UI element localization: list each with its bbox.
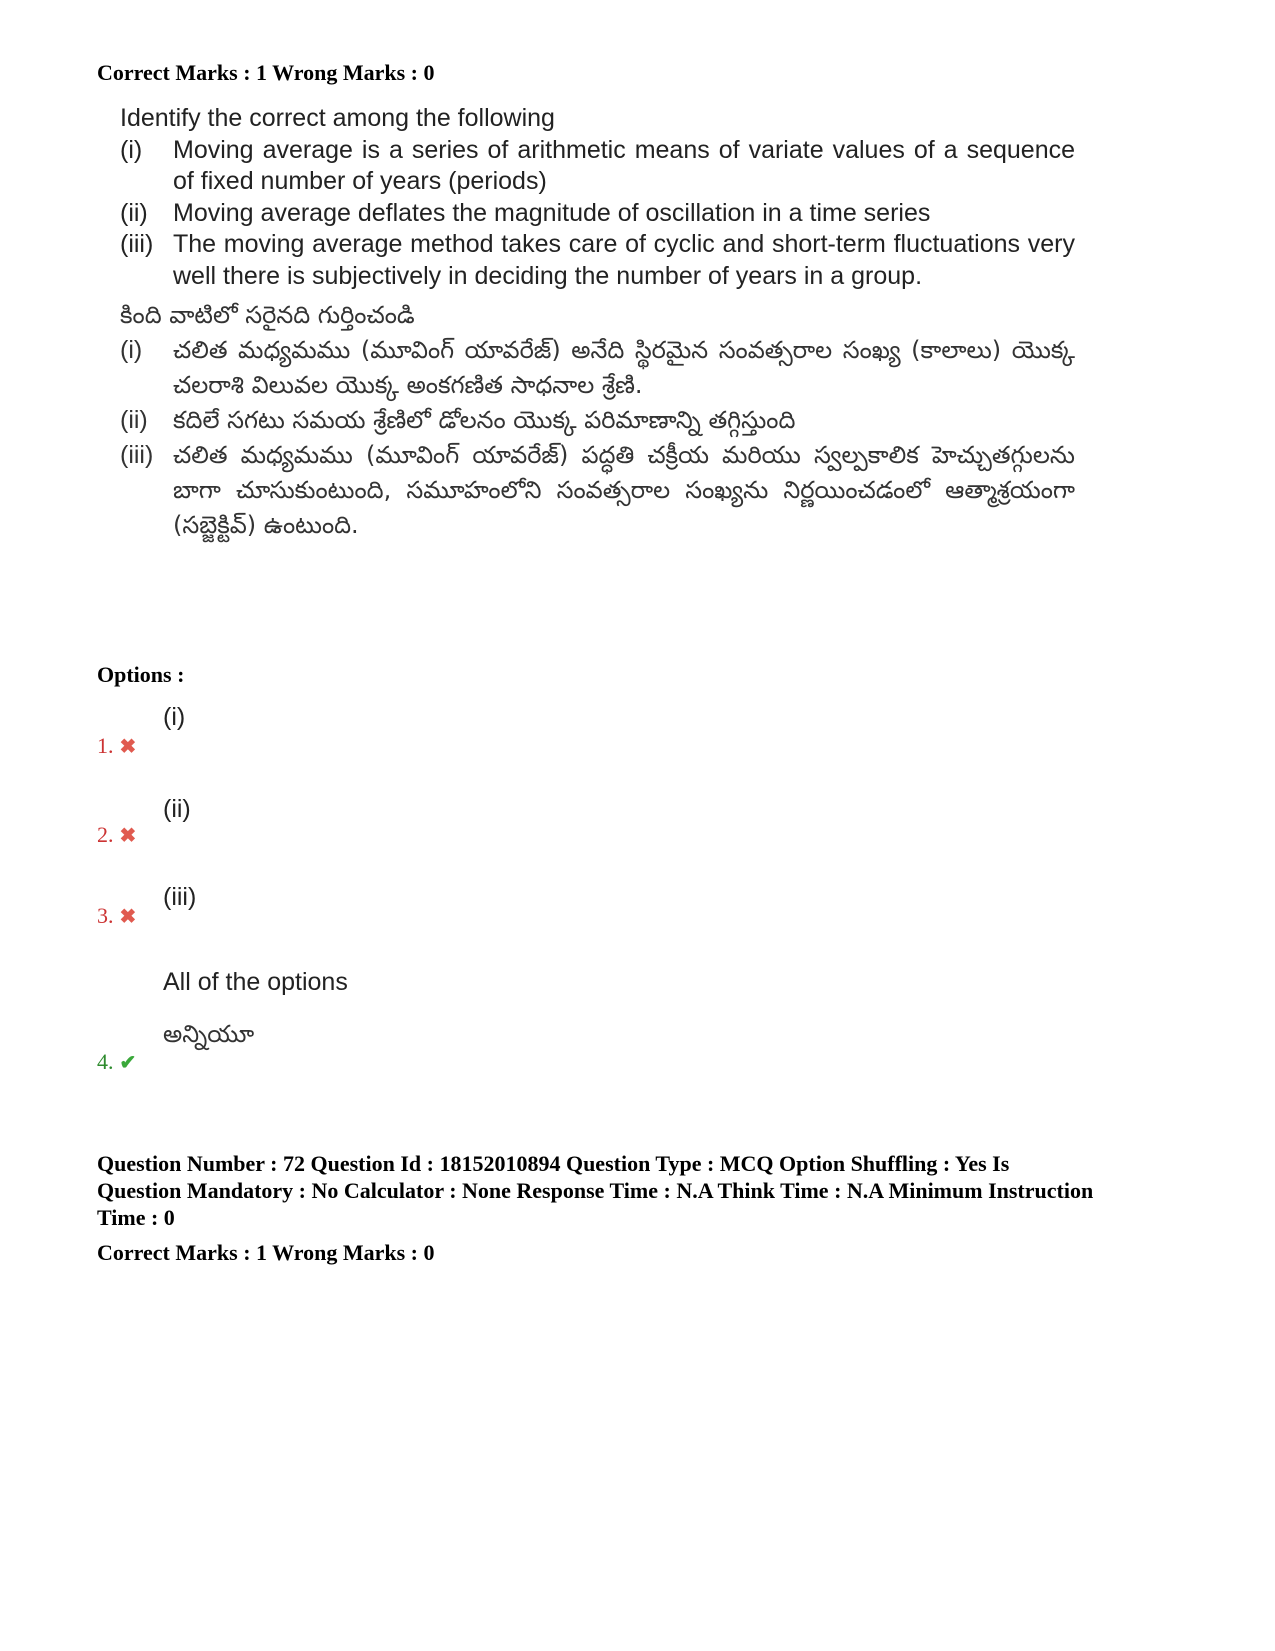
statement-number: (i) bbox=[120, 135, 143, 164]
cross-icon: ✖ bbox=[119, 736, 137, 758]
statement-number: (ii) bbox=[120, 198, 148, 227]
statement-item bbox=[120, 135, 1075, 198]
cross-icon: ✖ bbox=[119, 906, 137, 928]
option-3[interactable] bbox=[97, 903, 136, 929]
marks-header: Correct Marks : 1 Wrong Marks : 0 bbox=[97, 60, 435, 85]
next-question-meta bbox=[97, 1150, 1097, 1266]
statement-number: (ii) bbox=[120, 406, 148, 434]
statement-item bbox=[120, 229, 1075, 292]
option-1[interactable] bbox=[97, 733, 136, 759]
statement-number: (iii) bbox=[120, 230, 154, 258]
option-number: 4. bbox=[97, 1049, 114, 1074]
statement-text-te: చలిత మధ్యమము (మూవింగ్ యావరేజ్) అనేది స్థిరమైన సంవత్సరాల సంఖ్య (కాలాలు) యొక్క చలరాశి విలువల యొక్క అంకగణిత సాధనాల శ్రేణి. bbox=[173, 336, 1075, 399]
option-4[interactable] bbox=[97, 1049, 136, 1075]
statement-text-te: కదిలే సగటు సమయ శ్రేణిలో డోలనం యొక్క పరిమాణాన్ని తగ్గిస్తుంది bbox=[173, 406, 796, 434]
option-number: 1. bbox=[97, 733, 114, 758]
statement-item-te bbox=[120, 333, 1075, 403]
statement-number: (iii) bbox=[120, 441, 154, 469]
statement-number: (i) bbox=[120, 336, 143, 364]
statement-item-te bbox=[120, 438, 1075, 543]
statement-text: Moving average deflates the magnitude of oscillation in a time series bbox=[173, 198, 931, 227]
statement-text: The moving average method takes care of cyclic and short-term fluctuations very well there is subjectively in deciding the number of years in a group. bbox=[173, 230, 1075, 290]
option-text: (i) bbox=[163, 703, 186, 731]
option-number: 2. bbox=[97, 822, 114, 847]
option-2[interactable] bbox=[97, 822, 136, 848]
option-text: (ii) bbox=[163, 795, 191, 823]
option-text: (iii) bbox=[163, 883, 197, 911]
option-number: 3. bbox=[97, 903, 114, 928]
option-text: All of the options bbox=[163, 968, 348, 996]
question-telugu bbox=[120, 298, 1075, 543]
question-image bbox=[120, 103, 1075, 543]
option-text-te: అన్నియూ bbox=[163, 1020, 255, 1048]
statement-item bbox=[120, 198, 1075, 230]
question-stem-te: కింది వాటిలో సరైనది గుర్తించండి bbox=[120, 301, 415, 329]
statement-text-te: చలిత మధ్యమము (మూవింగ్ యావరేజ్) పద్ధతి చక్రీయ మరియు స్వల్పకాలిక హెచ్చుతగ్గులను బాగా చూసుకుంటుంది, సమూహంలోని సంవత్సరాల సంఖ్యను నిర్ణయించడంలో ఆత్మాశ్రయంగా (సబ్జెక్టివ్) ఉంటుంది. bbox=[173, 441, 1075, 539]
cross-icon: ✖ bbox=[119, 825, 137, 847]
question-stem-en: Identify the correct among the following bbox=[120, 104, 555, 132]
question-meta: Question Number : 72 Question Id : 18152010894 Question Type : MCQ Option Shuffling : Yes Is Question Mandatory : No Calculator : None Response Time : N.A Think Time : N.A Minimum Instruction Time : 0 bbox=[97, 1151, 1094, 1230]
options-label: Options : bbox=[97, 662, 185, 687]
statement-text: Moving average is a series of arithmetic means of variate values of a sequence of fixed number of years (periods) bbox=[173, 135, 1075, 195]
check-icon: ✔ bbox=[119, 1052, 137, 1074]
statement-item-te bbox=[120, 403, 1075, 438]
next-marks: Correct Marks : 1 Wrong Marks : 0 bbox=[97, 1240, 435, 1265]
